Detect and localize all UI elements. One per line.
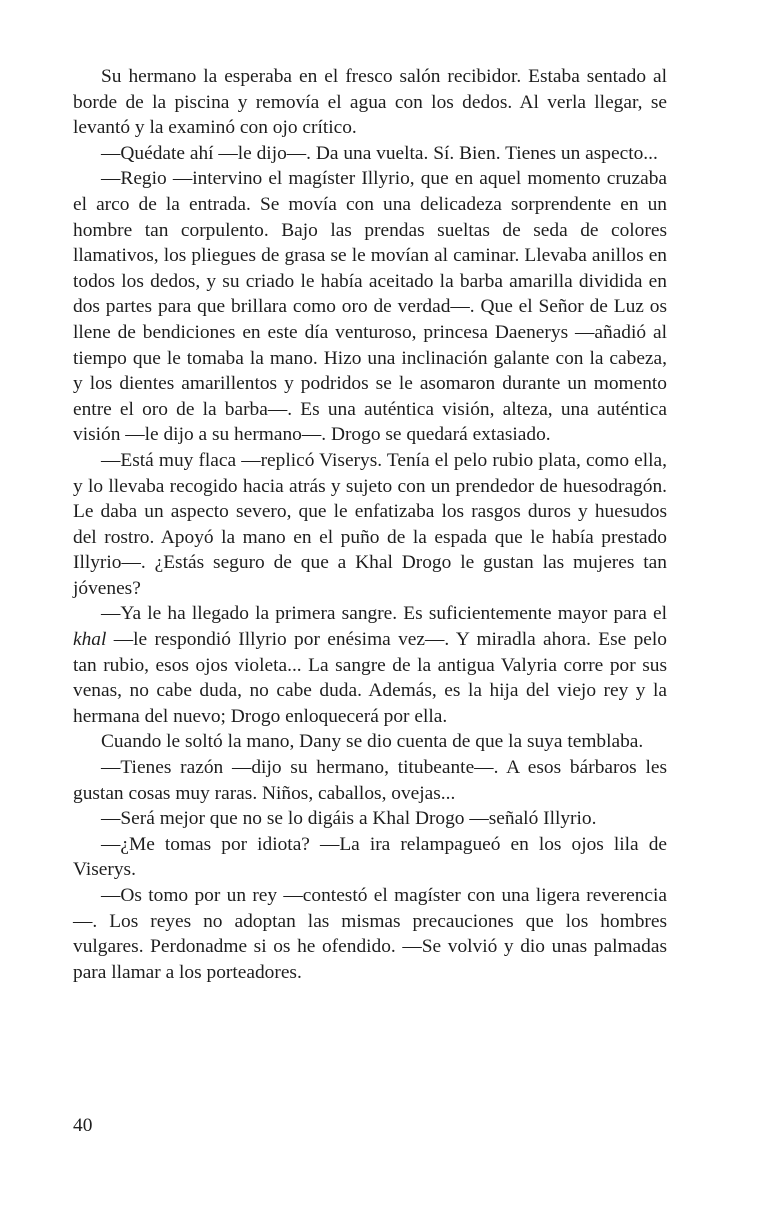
paragraph: —Quédate ahí —le dijo—. Da una vuelta. Sí. Bien. Tienes un aspecto... xyxy=(101,142,658,164)
italic-term: khal xyxy=(73,629,107,651)
paragraph: Cuando le soltó la mano, Dany se dio cuenta de que la suya temblaba. xyxy=(101,731,644,753)
paragraph: —¿Me tomas por idiota? —La ira relampagueó en los ojos lila de Viserys. xyxy=(73,833,667,881)
paragraph: Su hermano la esperaba en el fresco salón recibidor. Estaba sentado al borde de la piscina y removía el agua con los dedos. Al verla llegar, se levantó y la examinó con ojo crítico. xyxy=(73,66,667,139)
paragraph: —Ya le ha llegado la primera sangre. Es suficientemente mayor para el khal —le respondió Illyrio por enésima vez—. Y miradla ahora. Ese pelo tan rubio, esos ojos violeta... La sangre de la antigua Valyria corre por sus venas, no cabe duda, no cabe duda. Además, es la hija del viejo rey y la hermana del nuevo; Drogo enloquecerá por ella. xyxy=(73,603,667,727)
paragraph: —Regio —intervino el magíster Illyrio, que en aquel momento cruzaba el arco de la entrada. Se movía con una delicadeza sorprendente en un hombre tan corpulento. Bajo las prendas sueltas de seda de colores llamativos, los pliegues de grasa se le movían al caminar. Llevaba anillos en todos los dedos, y su criado le había aceitado la barba amarilla dividida en dos partes para que brillara como oro de verdad—. Que el Señor de Luz os llene de bendiciones en este día venturoso, princesa Daenerys —añadió al tiempo que le tomaba la mano. Hizo una inclinación galante con la cabeza, y los dientes amarillentos y podridos se le asomaron durante un momento entre el oro de la barba—. Es una auténtica visión, alteza, una auténtica visión —le dijo a su hermano—. Drogo se quedará extasiado. xyxy=(73,168,667,446)
page-number: 40 xyxy=(73,1115,93,1136)
paragraph: —Será mejor que no se lo digáis a Khal Drogo —señaló Illyrio. xyxy=(101,808,597,830)
paragraph: —Os tomo por un rey —contestó el magíster con una ligera reverencia—. Los reyes no adoptan las mismas precauciones que los hombres vulgares. Perdonadme si os he ofendido. —Se volvió y dio unas palmadas para llamar a los porteadores. xyxy=(73,885,667,983)
paragraph: —Está muy flaca —replicó Viserys. Tenía el pelo rubio plata, como ella, y lo llevaba recogido hacia atrás y sujeto con un prendedor de huesodragón. Le daba un aspecto severo, que le enfatizaba los rasgos duros y huesudos del rostro. Apoyó la mano en el puño de la espada que le había prestado Illyrio—. ¿Estás seguro de que a Khal Drogo le gustan las mujeres tan jóvenes? xyxy=(73,449,667,599)
paragraph: —Tienes razón —dijo su hermano, titubeante—. A esos bárbaros les gustan cosas muy raras. Niños, caballos, ovejas... xyxy=(73,757,667,804)
page-body xyxy=(73,64,667,985)
